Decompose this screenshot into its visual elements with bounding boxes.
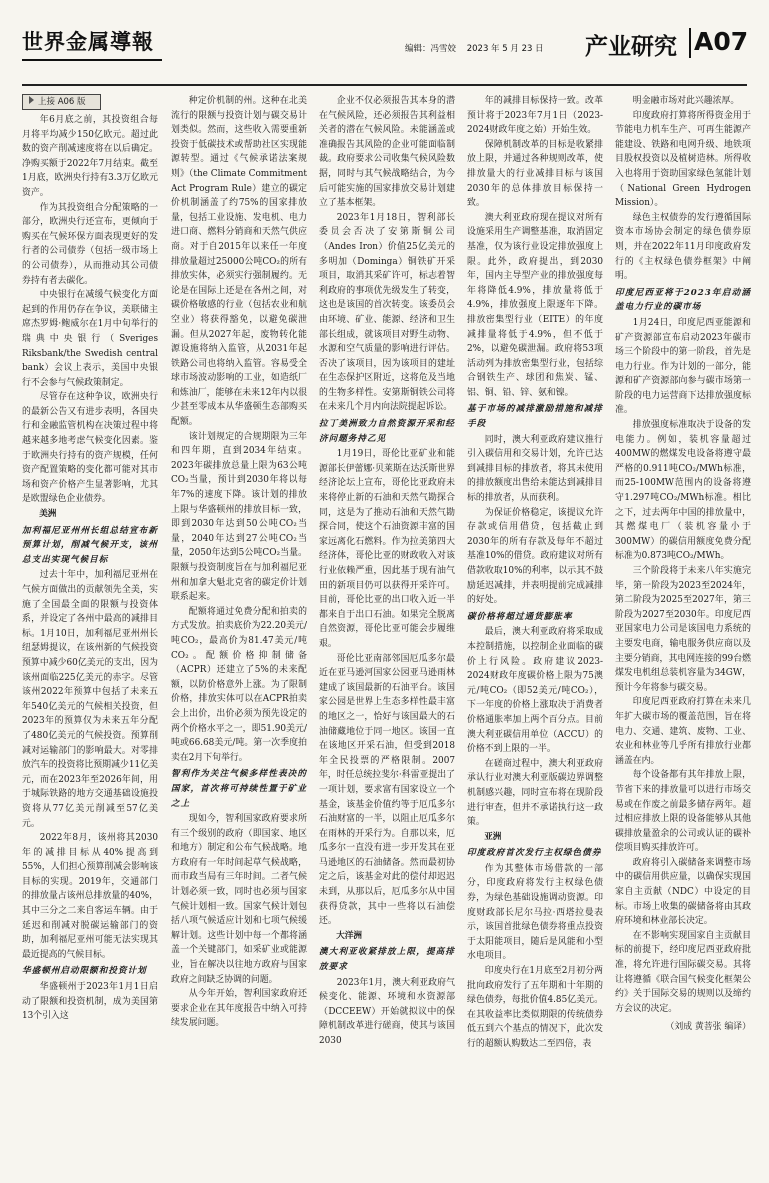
masthead <box>22 26 747 66</box>
paragraph: 明金融市场对此兴趣浓厚。 <box>632 96 740 106</box>
paragraph: 每个设备都有其年排放上限，节省下来的排放量可以进行市场交易或在作废之前最多储存两年。超过相应排放上限的设备能够从其他碳排放量盈余的公司或认证的碳补偿项目购买排放许可。 <box>615 770 751 854</box>
paragraph: 过去十年中，加利福尼亚州在气候方面做出的贡献领先全美，实施了全国最全面的限额与投资体系，并设定了各州中最高的减排目标。1月10日，加利福尼亚州州长纽瑟姆提议，在该州新的气候投资预算中减少60亿美元的支出，因为该州面临225亿美元的赤字。尽管该州2022年预算中包括了未来五年540亿美元的气候相关投资，但2023年的预算仅为未来五年分配了480亿美元的气候投资。预算削减对运输部门的影响最大。对零排放汽车的投资将比预期减少11亿美元，而在2023年至2026年间，用于城际铁路的地方交通基础设施投资将从77亿美元削减至57亿美元。 <box>22 570 158 829</box>
paragraph: 从今年开始，智利国家政府还要求企业在其年度报告中纳入可持续发展问题。 <box>171 989 307 1029</box>
paragraph: 2022年8月，该州将其2030年的减排目标从40%提高到55%，人们担心预算削减会影响该目标的实现。2019年，交通部门的排放量占该州总排放量的40%，其中三分之二来自客运车辆。由于延迟和削减对脱碳运输部门的资助，加利福尼亚州可能无法实现其最近提高的气候目标。 <box>22 833 158 960</box>
subheading: 印度尼西亚将于2023年启动涵盖电力行业的碳市场 <box>615 287 751 313</box>
paragraph: 同时，澳大利亚政府建议推行引入碳信用和交易计划，允许已达到减排目标的排放者，将其未使用的排放额度出售给未能达到减排目标的排放者，从而获利。 <box>467 434 603 504</box>
paragraph: 作为其整体市场借款的一部分，印度政府将发行主权绿色债券，为绿色基础设施调动资源。印度财政部长尼尔马拉·西塔拉曼表示，该国首批绿色债券将重点投资于太阳能项目，随后是风能和小型水电项目。 <box>467 863 603 962</box>
article-column-4 <box>467 94 603 1174</box>
paragraph: 绿色主权债券的发行遵循国际资本市场协会制定的绿色债券原则，并在2022年11月印度政府发行的《主权绿色债券框架》中阐明。 <box>615 212 751 282</box>
subheading: 加利福尼亚州州长组总结宣布新预算计划，削减气候开支，该州总支出实现气候目标 <box>22 525 158 565</box>
subheading: 智利作为关注气候多样性表决的国家，首次将可持续性置于矿业之上 <box>171 769 307 809</box>
paragraph: 2023年1月，澳大利亚政府气候变化、能源、环境和水资源部（DCCEEW）开始就拟议中的保障机制改革进行磋商，使其与该国2030 <box>319 977 455 1046</box>
section-title: 产业研究 <box>585 34 677 60</box>
region-heading: 大洋洲 <box>336 930 362 941</box>
article-body <box>22 94 750 1174</box>
newspaper-logo: 世界金属導報 <box>22 29 154 54</box>
paragraph: 印度央行在1月底至2月初分两批向政府发行了五年期和十年期的绿色债券，每批价值4.85亿美元。在其收益率比类似期限的传统债券低五到六个基点的情况下，此次发行的超额认购数达二至四倍，表 <box>467 966 603 1049</box>
article-column-3 <box>319 94 455 1174</box>
paragraph: 尽管存在这种争议，欧洲央行的最新公告又有进步表明，各国央行和金融监管机构在决策过程中将越来越多地考虑气候变化因素。鉴于欧洲央行持有的资产规模，任何资产配置策略的变化都可能对其市场和资产价格产生显著影响，尤其是欧盟绿色企业债券。 <box>22 392 158 505</box>
title-divider <box>689 28 691 58</box>
paragraph: 作为其投资组合分配策略的一部分，欧洲央行还宣布，更倾向于购买在气候环保方面表现更好的发行者的公司债券（包括一级市场上的公司债券），从而推动其公司债券持有者去碳化。 <box>22 202 158 286</box>
paragraph: 年6月底之前，其投资组合每月将平均减少150亿欧元。超过此数的资产削减速度将在以后确定。净购买额于2022年7月结束。截至1月底，欧洲央行持有3.3万亿欧元资产。 <box>22 115 158 198</box>
paragraph: 澳大利亚政府现在提议对所有设施采用生产调整基准，取消固定基准，仅为该行业设定排放强度上限。此外，政府提出，到2030年，国内主导型产业的排放强度每年将降低4.9%，排放量将低于4.9%，排放强度上限逐年下降。排放密集型行业（EITE）的年度减排量将低于4.9%，但不低于2%，以避免碳泄漏。政府将53项活动列为排放密集型行业，包括综合钢铁生产、球团和焦炭、锰、铝、铜、铅、锌、氨和镍。 <box>467 212 603 398</box>
paragraph: 最后，澳大利亚政府将采取成本控制措施，以控制企业面临的碳价上行风险。政府建议2023-2024财政年度碳价格上限为75澳元/吨CO₂（即52美元/吨CO₂），下一年度的价格上涨取决于消费者价格通胀率加上两个百分点。目前澳大利亚碳信用单位（ACCU）的价格不到上限的一半。 <box>467 627 603 755</box>
paragraph: 印度尼西亚政府打算在未来几年扩大碳市场的覆盖范围，旨在将电力、交通、建筑、废物、工业、农业和林业等几乎所有排放行业都涵盖在内。 <box>615 697 751 766</box>
continued-from-label: 上接 A06 版 <box>22 94 101 110</box>
paragraph: 在磋商过程中，澳大利亚政府承认行业对澳大利亚版碳边界调整机制感兴趣，同时宣布将在现阶段进行审查，但并不承诺执行这一政策。 <box>467 758 603 828</box>
issue-date: 2023 年 5 月 23 日 <box>466 44 544 54</box>
paragraph: 为保证价格稳定，该提议允许存款或信用借贷，包括截止到2030年的所有存款及每年不超过基准10%的借贷。政府建议对所有借款收取10%的利率，以示其不鼓励延迟减排，并表明提前完成减排的好处。 <box>467 507 603 606</box>
paragraph: 1月24日，印度尼西亚能源和矿产资源部宣布启动2023年碳市场三个阶段中的第一阶段，首先是电力行业。作为计划的一部分，能源和矿产资源部向参与碳市场第一阶段的电力运营商下达排放强度标准。 <box>615 317 751 416</box>
paragraph: 三个阶段将于未来八年实施完毕，第一阶段为2023至2024年，第二阶段为2025至2027年，第三阶段为2027至2030年。印度尼西亚国家电力公司是该国电力系统的主要发电商，输电服务供应商以及主要分销商，其电网连接的99台燃煤发电机组总装机容量为34GW，预计今年将参与碳交易。 <box>615 566 751 693</box>
paragraph: 印度政府打算将所得资金用于节能电力机车生产、可再生能源产能建设、铁路和电网升级、地铁项目股权投资以及植树造林。所得收入也将用于资助国家绿色氢能计划（National Green Hydrogen Mission）。 <box>615 110 751 209</box>
region-heading: 亚洲 <box>484 831 502 842</box>
paragraph: 排放强度标准取决于设备的发电能力。例如，装机容量超过400MW的燃煤发电设备将遵守最严格的0.911吨CO₂/MWh标准，而25-100MW范围内的设备将遵守1.297吨CO₂/MWh标准。相比之下，过去两年中国的排放量中，其燃煤电厂（装机容量小于300MW）的碳信用额度免费分配标准为0.873吨CO₂/MWh。 <box>615 420 751 562</box>
translator-credit: （刘成 黄菩张 编译） <box>665 1022 751 1033</box>
article-column-2 <box>171 94 307 1174</box>
subheading: 印度政府首次发行主权绿色债券 <box>467 848 602 859</box>
paragraph: 华盛顿州于2023年1月1日启动了限额和投资机制，成为美国第13个引入这 <box>22 982 158 1022</box>
paragraph: 政府将引入碳储备来调整市场中的碳信用供应量，以确保实现国家自主贡献（NDC）中设定的目标。市场上收集的碳储备将由其政府环境和林业部长决定。 <box>615 857 751 927</box>
paragraph: 配额将通过免费分配和拍卖的方式发放。拍卖底价为22.20美元/吨CO₂，最高价为81.47美元/吨CO₂。配额价格抑制储备（ACPR）还建立了5%的未来配额，以防价格意外上涨。为了限制价格，排放实体可以在ACPR拍卖会上出价，出价必须为预先设定的两个价格水平之一，即51.90美元/吨或66.68美元/吨。第一次季度拍卖在2月下旬举行。 <box>171 606 307 763</box>
page-number: A07 <box>694 27 749 56</box>
article-column-1 <box>22 94 158 1174</box>
paragraph: 年的减排目标保持一致。改革预计将于2023年7月1日（2023-2024财政年度之始）开始生效。 <box>467 96 603 136</box>
paragraph: 保障机制改革的目标是收紧排放上限，并通过各种规则改革，使排放量大的行业减排目标与该国2030年的总体排放目标保持一致。 <box>467 139 603 209</box>
subheading: 华盛顿州启动限额和投资计划 <box>22 966 147 977</box>
paragraph: 种定价机制的州。这种在北美流行的限额与投资计划与碳交易计划类似。然而，这些收入需要重新投资于低碳技术或帮助社区实现能源转型。通过《气候承诺法案规则》（the Climate Commitment Act Program Rule）建立的碳定价机制涵盖了约75%的国家排放量，包括工业设施、发电机、电力进口商、燃料分销商和天然气供应商。对于自2015年以来任一年度排放量超过25000公吨CO₂的所有排放实体，必须实行强制履约。无论是在国际上还是在各州之间，对碳价格敏感的行业（包括农业和航空业）将获得豁免，以避免碳泄漏。但从2027年起，废物转化能源设施将纳入监管，从2031年起铁路公司也将纳入监管。容易受全球市场波动影响的工业，如造纸厂和炼油厂，能够在未来12年内以很少甚至零成本从华盛顿生态部购买配额。 <box>171 96 307 428</box>
header-rule <box>22 84 747 86</box>
paragraph: 哥伦比亚南部邻国厄瓜多尔最近在亚马逊河国家公园亚马逊雨林建成了该国最新的石油平台。该国家公园是世界上生态多样性最丰富的地区之一，恰好与该国最大的石油储藏地位于同一地区。该国一直在该地区开采石油，但受到2018年全民投票的严格限制。2007年，时任总统拉斐尔·科雷亚提出了一项计划，要求富有国家设立一个基金，该基金价值约等于厄瓜多尔石油财富的一半，以阻止厄瓜多尔在雨林的开采行为。自那以来，厄瓜多尔一直没有进一步开发其在亚马逊地区的石油储备。然而最初协定之后，该基金对此的偿付却迟迟未到，从那以后，厄瓜多尔从中国获得贷款，其中一些将以石油偿还。 <box>319 653 455 927</box>
logo-underline <box>22 59 162 61</box>
subheading: 拉丁美洲致力自然资源开采和经济问题务持乙见 <box>319 419 455 444</box>
paragraph: 该计划规定的合规期限为三年和四年期，直到2034年结束。2023年碳排放总量上限为63公吨CO₂当量，预计到2030年将以每年7%的速度下降。该计划的排放上限与华盛顿州的排放目标一致，即到2030年达到50公吨CO₂当量，2040年达到27公吨CO₂当量，2050年达到5公吨CO₂当量。限额与投资制度旨在与加利福尼亚州和加拿大魁北克省的碳定价计划联系起来。 <box>171 431 307 603</box>
subheading: 澳大利亚收紧排放上限，提高排放要求 <box>319 947 455 973</box>
paragraph: 1月19日，哥伦比亚矿业和能源部长伊蕾娜·贝莱斯在达沃斯世界经济论坛上宣布，哥伦比亚政府未来将停止新的石油和天然气勘探合同，这是为了推动石油和天然气勘探合同，使这个石油资源丰富的国家远离化石燃料。作为拉美第四大经济体，哥伦比亚的财政收入对该行业依赖严重，因此基于现有油气田的新项目仍可以获得开采许可。目前，哥伦比亚的出口收入近一半都来自于出口石油。如果完全脱离自然资源，哥伦比亚可能会步履维艰。 <box>319 449 455 649</box>
paragraph: 在不影响实现国家自主贡献目标的前提下，经印度尼西亚政府批准，将允许进行国际碳交易。其将让将遵循《联合国气候变化框架公约》关于国际交易的规则以及缔约方会议的决定。 <box>615 930 751 1014</box>
paragraph: 企业不仅必须报告其本身的潜在气候风险，还必须报告其利益相关者的潜在气候风险。未能涵盖或准确报告其风险的企业可能面临制裁。政府要求公司收集气候风险数据，同时与其气候战略结合，为今后可能实施的国家排放交易计划建立了基本框架。 <box>319 96 455 209</box>
issue-meta <box>405 42 552 54</box>
paragraph: 现如今，智利国家政府要求所有三个级别的政府（即国家、地区和地方）制定和公布气候战略。地方政府有一年时间起草气候战略，而市政当局有三年时间。二者气候计划必须一致，同时也必须与国家气候计划相一致。国家气候计划包括八项气候适应计划和七项气候缓解计划。这些计划中每一个都将涵盖一个关键部门，如采矿业或能源业，旨在解决以往地方政府与国家政府之间缺乏协调的问题。 <box>171 814 307 985</box>
paragraph: 2023年1月18日，智利部长委员会否决了安第斯铜公司（Andes Iron）价值25亿美元的多明加（Dominga）铜铁矿开采项目，取消其采矿许可，标志着智利政府的事项优先级发生了转变，这也是该国的首次转变。该委员会由环境、矿业、能源、经济和卫生部长组成，就该项目对野生动物、水源和空气质量的影响进行评估。否决了该项目，因为该项目的建址在生态保护区附近，这将危及当地的生物多样性。安第斯铜铁公司将在未来几个月内向法院提起诉讼。 <box>319 212 455 413</box>
subheading: 基于市场的减排激励措施和减排手段 <box>467 404 603 430</box>
editor-credit: 编辑：冯雪姣 <box>405 44 457 54</box>
region-heading: 美洲 <box>39 509 57 520</box>
article-column-5 <box>615 94 751 1174</box>
paragraph: 中央银行在减缓气候变化方面起到的作用仍存在争议，美联储主席杰罗姆·鲍威尔在1月中旬举行的瑞典中央银行（Sveriges Riksbank/the Swedish central bank）会议上表示，美国中央银行不会参与气候政策制定。 <box>22 290 158 388</box>
subheading: 碳价格将超过通货膨胀率 <box>467 611 573 622</box>
